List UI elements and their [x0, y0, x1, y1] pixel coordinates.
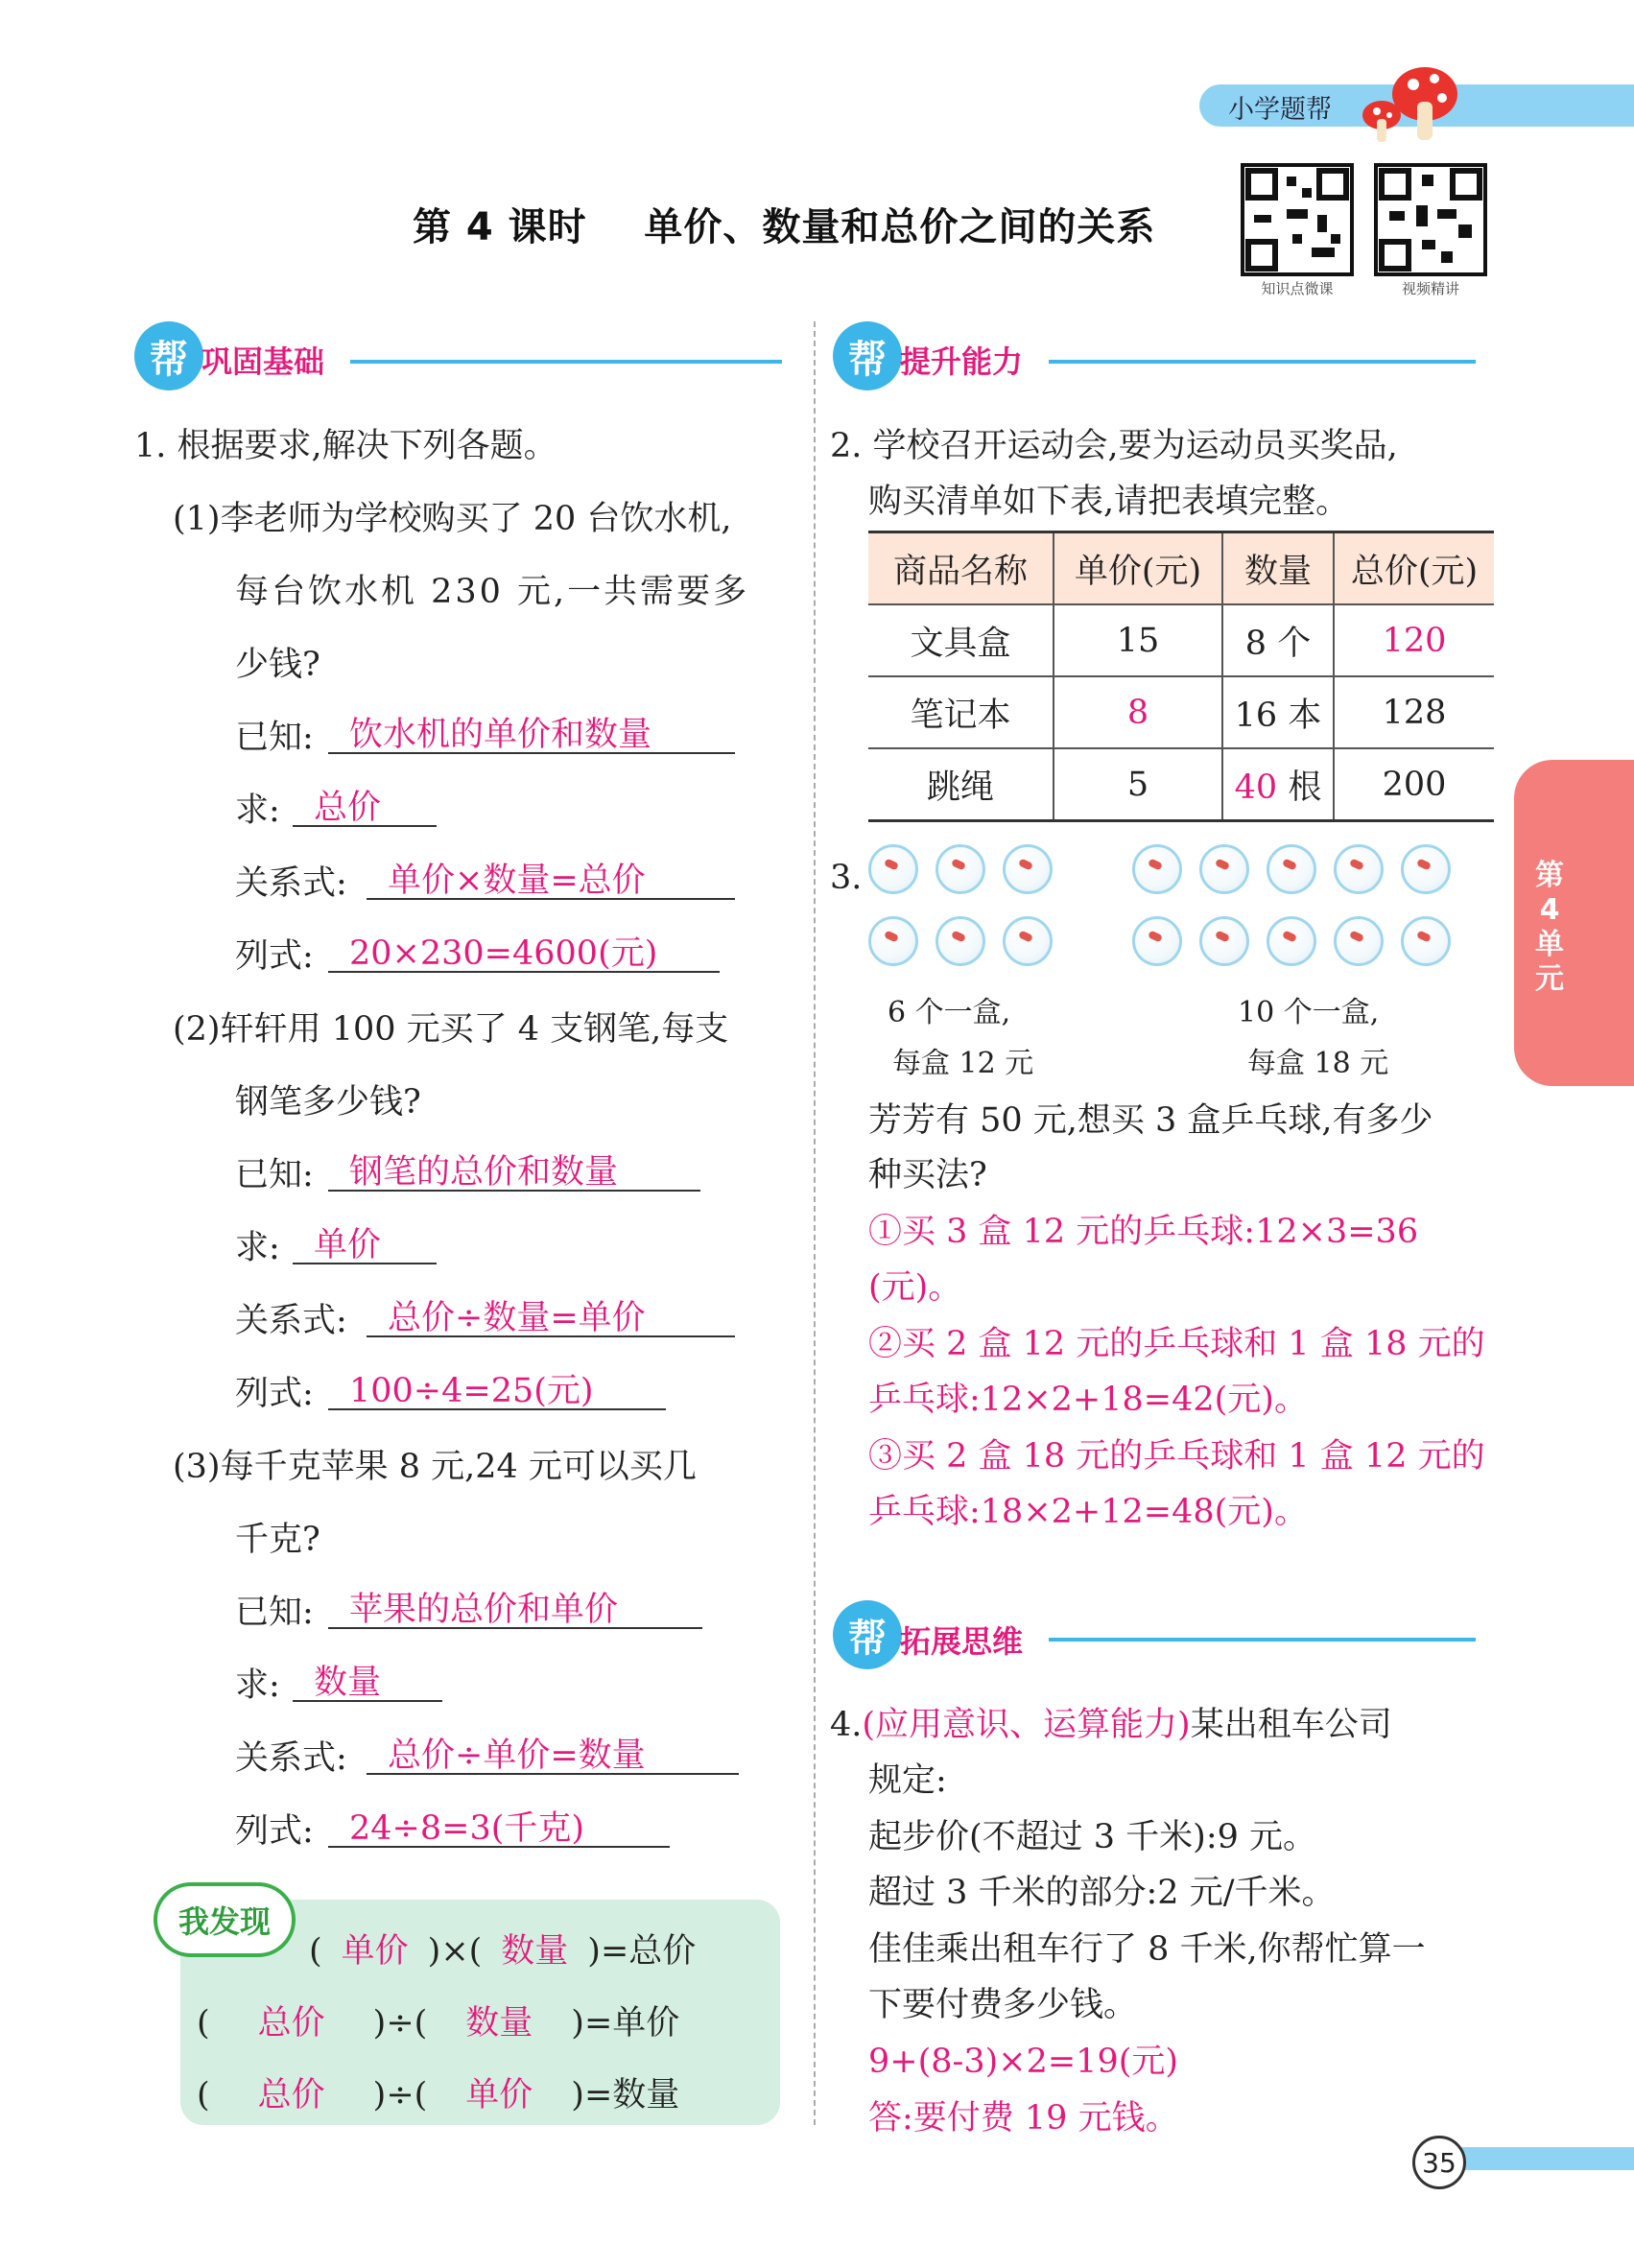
q1-p1-known-answer[interactable]: 饮水机的单价和数量	[328, 708, 735, 754]
ball-logo-mark	[1215, 930, 1230, 942]
lesson-title: 第 4 课时 单价、数量和总价之间的关系	[413, 205, 1156, 249]
ping-pong-ball-icon	[868, 916, 918, 966]
ping-pong-ball-icon	[868, 844, 918, 894]
table-cell: 128	[1334, 676, 1494, 748]
q2-line2: 购买清单如下表,请把表填完整。	[868, 483, 1350, 521]
q2-line1: 2. 学校召开运动会,要为运动员买奖品,	[830, 427, 1398, 465]
side-tab-char: 第	[1535, 859, 1564, 892]
discovery-row-1: ( 单价 )×( 数量 )=总价	[309, 1925, 696, 1973]
q3-answer-1b: (元)。	[868, 1268, 962, 1307]
q4-tag: (应用意识、运算能力)	[862, 1706, 1191, 1744]
q1-p1-line3: 少钱?	[235, 646, 320, 684]
section-expand-rule	[1049, 1638, 1476, 1642]
section-basic-icon: 帮	[134, 321, 203, 390]
ping-pong-ball-icon	[1401, 916, 1451, 966]
discovery-row-3-a[interactable]: 总价	[257, 2076, 325, 2114]
table-cell: 跳绳	[868, 748, 1054, 821]
ping-pong-ball-icon	[935, 916, 985, 966]
q1-p2-formula-label: 列式:	[235, 1375, 314, 1413]
section-basic-title: 巩固基础	[201, 343, 325, 380]
q1-p2-line1: (2)轩轩用 100 元买了 4 支钢笔,每支	[173, 1010, 729, 1049]
table-row	[868, 604, 1494, 676]
discovery-row-2: ( 总价 )÷( 数量 )=单价	[197, 1996, 679, 2044]
discovery-row-2-op: ÷	[386, 2004, 414, 2043]
ball-logo-mark	[1349, 930, 1364, 942]
discovery-row-3-b[interactable]: 单价	[465, 2076, 533, 2114]
q3-line2: 种买法?	[868, 1156, 987, 1194]
discovery-row-3-result: =数量	[583, 2076, 680, 2114]
ping-pong-ball-icon	[935, 844, 985, 894]
discovery-row-2-result: =单价	[583, 2004, 680, 2043]
table-header: 商品名称	[868, 532, 1054, 605]
q1-p2-line2: 钢笔多少钱?	[235, 1083, 421, 1122]
ball-logo-mark	[1148, 858, 1163, 870]
box-b-count: 10 个一盒,	[1238, 996, 1380, 1029]
q1-p3-relation-answer[interactable]: 总价÷单价=数量	[367, 1729, 739, 1775]
q1-p2-formula-answer[interactable]: 100÷4=25(元)	[328, 1364, 666, 1410]
section-improve-icon: 帮	[833, 321, 902, 390]
q1-p3-ask-answer[interactable]: 数量	[293, 1656, 442, 1702]
q1-p2-ask-answer[interactable]: 单价	[293, 1218, 437, 1264]
ping-pong-ball-icon	[1199, 844, 1249, 894]
ball-logo-mark	[951, 858, 966, 870]
q3-answer-2a: ②买 2 盒 12 元的乒乓球和 1 盒 18 元的	[868, 1325, 1485, 1363]
q1-p3-line1: (3)每千克苹果 8 元,24 元可以买几	[173, 1448, 697, 1486]
ball-logo-mark	[884, 858, 899, 870]
ball-logo-mark	[1018, 930, 1033, 942]
q1-p3-line2: 千克?	[235, 1521, 320, 1559]
table-cell: 16 本	[1222, 676, 1334, 748]
discovery-row-1-a[interactable]: 单价	[341, 1932, 409, 1971]
table-header: 单价(元)	[1054, 532, 1222, 605]
q1-p3-ask-label: 求:	[235, 1666, 280, 1705]
discovery-row-2-b[interactable]: 数量	[465, 2004, 533, 2043]
q1-p1-known-label: 已知:	[235, 719, 314, 757]
q4-line4: 超过 3 千米的部分:2 元/千米。	[868, 1874, 1336, 1912]
ping-pong-ball-icon	[1199, 916, 1249, 966]
discovery-row-1-result: =总价	[600, 1932, 697, 1971]
unit-side-tab-label	[1526, 859, 1574, 997]
column-divider	[814, 321, 816, 2125]
q1-p1-ask-answer[interactable]: 总价	[293, 781, 437, 827]
q1-p2-known-label: 已知:	[235, 1156, 314, 1194]
ball-box-b	[1132, 844, 1458, 979]
q1-p3-known-label: 已知:	[235, 1594, 314, 1632]
discovery-row-3: ( 总价 )÷( 单价 )=数量	[197, 2068, 679, 2116]
q1-p3-formula-label: 列式:	[235, 1812, 314, 1851]
q1-p2-ask-label: 求:	[235, 1229, 280, 1267]
ball-box-a	[868, 844, 1070, 979]
table-cell: 15	[1054, 604, 1222, 676]
table-cell-answer[interactable]: 120	[1334, 604, 1494, 676]
q3-line1: 芳芳有 50 元,想买 3 盒乒乓球,有多少	[868, 1101, 1433, 1140]
ping-pong-ball-icon	[1267, 844, 1316, 894]
q4-answer-text: 答:要付费 19 元钱。	[868, 2099, 1179, 2138]
section-expand-icon: 帮	[833, 1600, 902, 1669]
ping-pong-ball-icon	[1003, 844, 1053, 894]
table-cell: 笔记本	[868, 676, 1054, 748]
qr-code-video[interactable]	[1374, 163, 1487, 276]
qr-caption-video: 视频精讲	[1401, 280, 1459, 297]
q4-answer-formula: 9+(8-3)×2=19(元)	[868, 2043, 1179, 2081]
ping-pong-ball-icon	[1334, 844, 1384, 894]
table-header: 数量	[1222, 532, 1334, 605]
discovery-badge: 我发现	[154, 1882, 296, 1957]
q1-p3-formula-answer[interactable]: 24÷8=3(千克)	[328, 1802, 670, 1848]
ball-logo-mark	[1282, 930, 1297, 942]
discovery-row-2-a[interactable]: 总价	[257, 2004, 325, 2043]
ball-logo-mark	[1416, 858, 1432, 870]
table-header: 总价(元)	[1334, 532, 1494, 605]
side-tab-char: 单	[1535, 928, 1564, 961]
page-number-bar	[1439, 2147, 1634, 2170]
table-cell: 8 个	[1222, 604, 1334, 676]
q1-stem: 1. 根据要求,解决下列各题。	[134, 427, 557, 465]
ping-pong-ball-icon	[1401, 844, 1451, 894]
q4-line6: 下要付费多少钱。	[868, 1986, 1138, 2024]
q3-answer-3b: 乒乓球:18×2+12=48(元)。	[868, 1493, 1308, 1531]
q1-p1-formula-answer[interactable]: 20×230=4600(元)	[328, 927, 720, 973]
side-tab-char: 4	[1539, 893, 1560, 927]
table-row	[868, 676, 1494, 748]
discovery-row-1-b[interactable]: 数量	[501, 1932, 569, 1971]
q3-answer-2b: 乒乓球:12×2+18=42(元)。	[868, 1381, 1308, 1419]
page-number: 35	[1412, 2136, 1466, 2189]
box-a-price: 每盒 12 元	[892, 1047, 1034, 1080]
ball-logo-mark	[1215, 858, 1230, 870]
q3-number: 3.	[830, 859, 863, 897]
table-cell-answer[interactable]: 8	[1054, 676, 1222, 748]
section-improve-rule	[1049, 360, 1476, 364]
q1-p1-line2: 每台饮水机 230 元,一共需要多	[235, 573, 750, 611]
q4-line1	[830, 1698, 1392, 1746]
q1-p3-known-answer[interactable]: 苹果的总价和单价	[328, 1583, 702, 1629]
ping-pong-ball-icon	[1132, 844, 1182, 894]
table-cell: 200	[1334, 748, 1494, 821]
qr-code-micro-lesson[interactable]	[1241, 163, 1354, 276]
ping-pong-ball-icon	[1334, 916, 1384, 966]
q1-p1-relation-answer[interactable]: 单价×数量=总价	[367, 854, 735, 900]
box-b-price: 每盒 18 元	[1247, 1047, 1389, 1080]
table-cell-answer[interactable]: 40	[1234, 768, 1278, 807]
q4-number: 4.	[830, 1706, 863, 1744]
shopping-table	[868, 531, 1494, 822]
table-cell[interactable]	[1222, 748, 1334, 821]
q4-first-line: 某出租车公司	[1190, 1706, 1392, 1744]
section-expand-title: 拓展思维	[900, 1623, 1024, 1660]
brand-name: 小学题帮	[1228, 95, 1332, 125]
table-header-row	[868, 532, 1494, 605]
ball-logo-mark	[951, 930, 966, 942]
mushroom-icon	[1358, 56, 1463, 147]
q3-answer-3a: ③买 2 盒 18 元的乒乓球和 1 盒 12 元的	[868, 1437, 1485, 1476]
q1-p2-known-answer[interactable]: 钢笔的总价和数量	[328, 1146, 700, 1192]
discovery-row-1-op: ×	[440, 1932, 469, 1971]
q1-p1-ask-label: 求:	[235, 791, 280, 830]
q4-line2: 规定:	[868, 1761, 947, 1800]
q1-p2-relation-label: 关系式:	[235, 1302, 347, 1340]
q3-answer-1a: ①买 3 盒 12 元的乒乓球:12×3=36	[868, 1213, 1419, 1251]
table-cell: 5	[1054, 748, 1222, 821]
table-cell: 文具盒	[868, 604, 1054, 676]
q1-p1-line1: (1)李老师为学校购买了 20 台饮水机,	[173, 500, 732, 538]
ball-logo-mark	[1416, 930, 1432, 942]
ping-pong-ball-icon	[1132, 916, 1182, 966]
q1-p1-relation-label: 关系式:	[235, 864, 347, 903]
ping-pong-ball-icon	[1003, 916, 1053, 966]
ball-logo-mark	[1148, 930, 1163, 942]
q1-p1-formula-label: 列式:	[235, 937, 314, 976]
discovery-row-3-op: ÷	[386, 2076, 414, 2114]
ball-logo-mark	[1349, 858, 1364, 870]
q1-p2-relation-answer[interactable]: 总价÷数量=单价	[367, 1291, 735, 1337]
section-improve-title: 提升能力	[900, 343, 1024, 380]
q4-line5: 佳佳乘出租车行了 8 千米,你帮忙算一	[868, 1930, 1426, 1969]
ball-logo-mark	[1018, 858, 1033, 870]
table-row	[868, 748, 1494, 821]
qr-caption-micro-lesson: 知识点微课	[1261, 280, 1334, 297]
ball-logo-mark	[1282, 858, 1297, 870]
q4-line3: 起步价(不超过 3 千米):9 元。	[868, 1818, 1317, 1856]
side-tab-char: 元	[1535, 962, 1564, 996]
section-basic-rule	[350, 360, 782, 364]
box-a-count: 6 个一盒,	[888, 996, 1011, 1029]
ping-pong-ball-icon	[1267, 916, 1316, 966]
q1-p3-relation-label: 关系式:	[235, 1739, 347, 1778]
ball-logo-mark	[884, 930, 899, 942]
table-cell-unit: 根	[1277, 768, 1322, 807]
